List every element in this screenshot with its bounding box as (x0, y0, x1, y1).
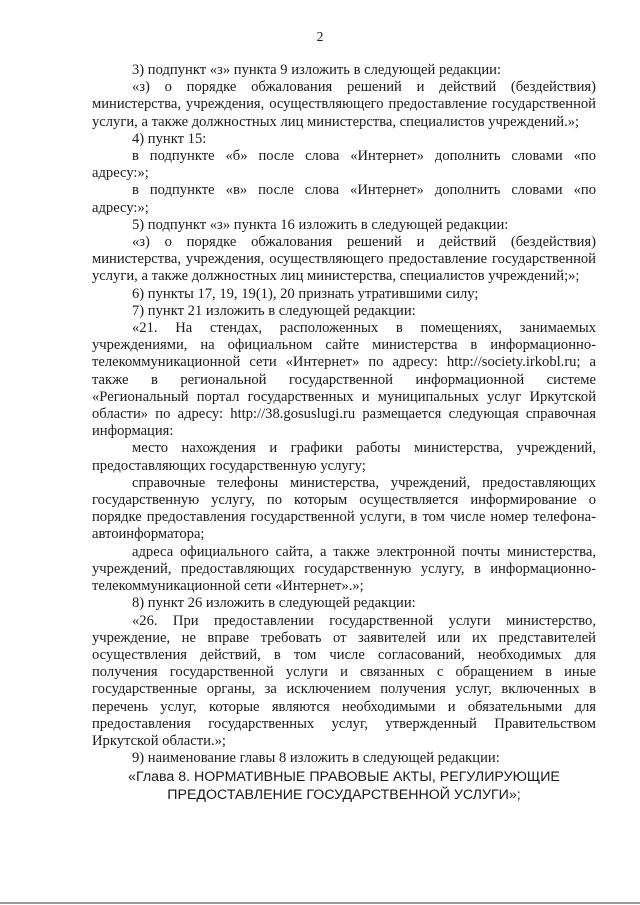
document-paragraph: «Глава 8. НОРМАТИВНЫЕ ПРАВОВЫЕ АКТЫ, РЕГУЛИРУЮЩИЕ (128, 769, 560, 786)
scan-edge-line (0, 902, 640, 904)
document-paragraph: 5) подпункт «з» пункта 16 изложить в следующей редакции: (132, 216, 509, 233)
document-paragraph: 7) пункт 21 изложить в следующей редакции: (132, 302, 416, 319)
document-paragraph: справочные телефоны министерства, учреждений, предоставляющих государственную услугу, по которым осуществляется информирование о порядке предоставления государственной услуги, в том числе номер телефона-автоинформатора; (92, 474, 596, 543)
page-number: 2 (316, 29, 324, 44)
document-paragraph: 9) наименование главы 8 изложить в следующей редакции: (132, 750, 500, 767)
document-paragraph: место нахождения и графики работы министерства, учреждений, предоставляющих государственную услугу; (92, 440, 596, 474)
document-paragraph: «26. При предоставлении государственной услуги министерство, учреждение, не вправе требовать от заявителей или их представителей осуществления действий, в том числе согласований, необходимых для получения государственной услуги и связанных с обращением в иные государственные органы, за исключением получения услуг, включенных в перечень услуг, которые являются необходимыми и обязательными для предоставления государственных услуг, утвержденный Правительством Иркутской области.»; (92, 612, 596, 749)
document-paragraph: 8) пункт 26 изложить в следующей редакции: (132, 595, 416, 612)
document-paragraph: ПРЕДОСТАВЛЕНИЕ ГОСУДАРСТВЕННОЙ УСЛУГИ»; (167, 786, 521, 803)
document-paragraph: «21. На стендах, расположенных в помещениях, занимаемых учреждениями, на официальном сайте министерства в информационно-телекоммуникационной сети «Интернет» по адресу: http://society.irkobl.ru; а также в региональной государственной информационной системе «Региональный портал государственных и муниципальных услуг Иркутской области» по адресу: http://38.gosuslugi.ru размещается следующая справочная информация: (92, 320, 596, 440)
document-paragraph: в подпункте «в» после слова «Интернет» дополнить словами «по адресу:»; (92, 182, 596, 216)
document-paragraph: 3) подпункт «з» пункта 9 изложить в следующей редакции: (132, 62, 502, 78)
document-paragraph: в подпункте «б» после слова «Интернет» дополнить словами «по адресу:»; (92, 148, 596, 182)
document-paragraph: адреса официального сайта, а также электронной почты министерства, учреждений, предоставляющих государственную услугу, в информационно-телекоммуникационной сети «Интернет».»; (92, 543, 596, 595)
document-paragraph: «з) о порядке обжалования решений и действий (бездействия) министерства, учреждения, осуществляющего предоставление государственной услуги, а также должностных лиц министерства, специалистов учреждений.»; (92, 79, 596, 130)
document-paragraph: 6) пункты 17, 19, 19(1), 20 признать утратившими силу; (132, 285, 479, 302)
document-paragraph: 4) пункт 15: (132, 130, 207, 147)
document-paragraph: «з) о порядке обжалования решений и действий (бездействия) министерства, учреждения, осуществляющего предоставление государственной услуги, а также должностных лиц министерства, специалистов учреждений;»; (92, 234, 596, 285)
document-body (92, 62, 596, 804)
